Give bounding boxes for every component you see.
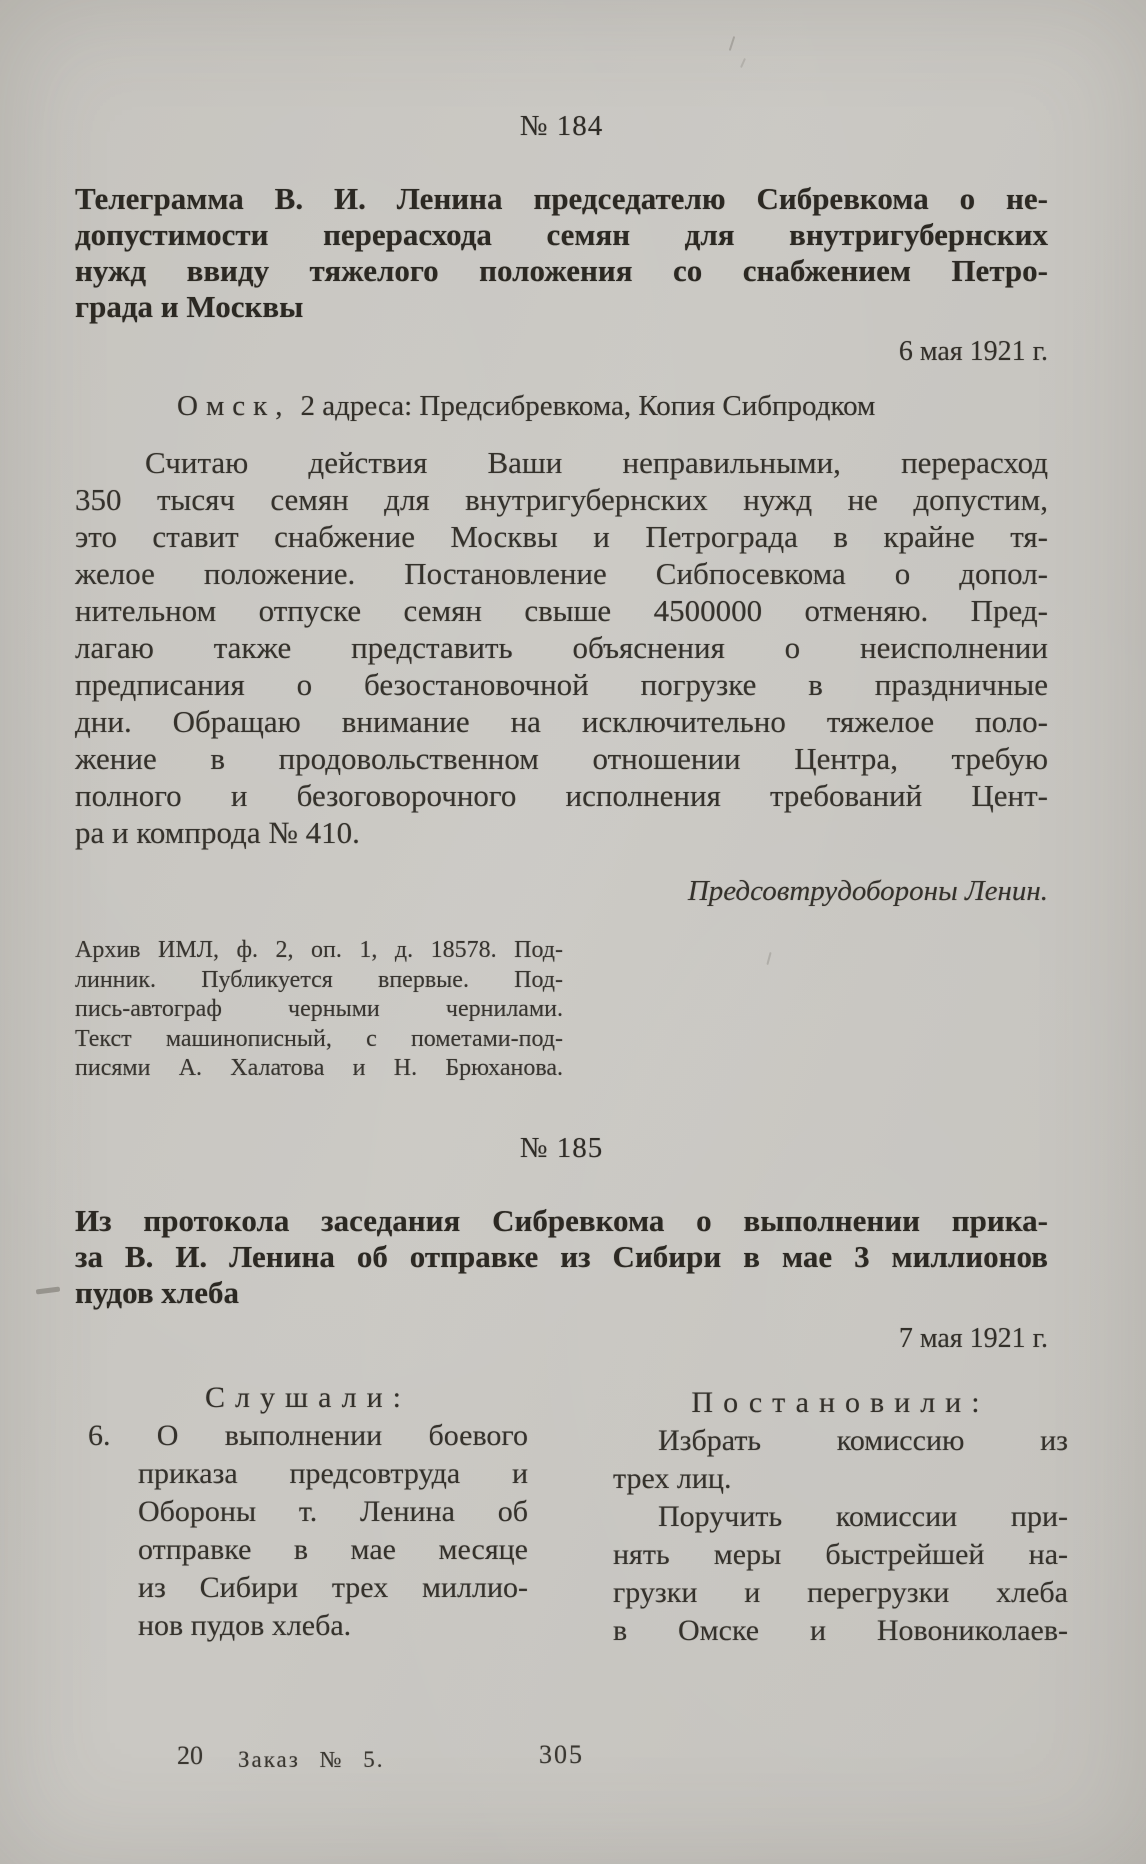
column-header-heard: Слушали: bbox=[204, 1381, 412, 1414]
order-number: Заказ № 5. bbox=[238, 1747, 385, 1772]
text-line: желое положение. Постановление Сибпосевкома о допол- bbox=[75, 556, 1048, 591]
text-line: пись-автограф черными чернилами. bbox=[75, 996, 563, 1022]
scan-artifact-tick bbox=[729, 36, 736, 51]
text-line: Текст машинописный, с пометами-под- bbox=[75, 1025, 563, 1052]
text-line: нов пудов хлеба. bbox=[138, 1609, 352, 1642]
heard-item bbox=[88, 1417, 528, 1645]
text-line: Архив ИМЛ, ф. 2, оп. 1, д. 18578. Под- bbox=[75, 937, 563, 963]
margin-pen-mark bbox=[36, 1287, 60, 1295]
document-title-184 bbox=[75, 181, 1048, 325]
document-title-185 bbox=[75, 1203, 1048, 1311]
print-run-number: 20 bbox=[177, 1741, 203, 1770]
resolved-paragraph-1 bbox=[613, 1422, 1068, 1498]
archive-note bbox=[75, 936, 563, 1084]
address-city: Омск, bbox=[177, 390, 291, 422]
text-line: пудов хлеба bbox=[75, 1275, 239, 1310]
text-line: 6. О выполнении боевого bbox=[88, 1419, 528, 1452]
text-line: лагаю также представить объяснения о неисполнении bbox=[75, 630, 1048, 665]
text-line: отправке в мае месяце bbox=[138, 1533, 528, 1566]
text-line: Из протокола заседания Сибревкома о выполнении прика- bbox=[75, 1203, 1048, 1238]
text-line: ра и компрода № 410. bbox=[75, 815, 360, 850]
address-rest: 2 адреса: Предсибревкома, Копия Сибпродком bbox=[300, 390, 876, 422]
document-number-184: № 184 bbox=[519, 110, 604, 142]
text-line: Избрать комиссию из bbox=[658, 1424, 1068, 1457]
text-line: Считаю действия Ваши неправильными, перерасход bbox=[145, 445, 1048, 480]
text-line: нять меры быстрейшей на- bbox=[613, 1538, 1068, 1571]
text-line: нительном отпуске семян свыше 4500000 отменяю. Пред- bbox=[75, 593, 1048, 628]
document-date-185: 7 мая 1921 г. bbox=[898, 1323, 1048, 1354]
column-header-resolved: Постановили: bbox=[691, 1386, 990, 1419]
page-number: 305 bbox=[539, 1740, 584, 1769]
text-line: писями А. Халатова и Н. Брюханова. bbox=[75, 1055, 563, 1081]
protocol-column-resolved bbox=[613, 1384, 1068, 1650]
text-line: допустимости перерасхода семян для внутригубернских bbox=[75, 217, 1048, 252]
text-line: линник. Публикуется впервые. Под- bbox=[75, 966, 563, 993]
text-line: Обороны т. Ленина об bbox=[138, 1495, 528, 1528]
text-line: града и Москвы bbox=[75, 289, 304, 324]
document-date-184: 6 мая 1921 г. bbox=[898, 336, 1048, 367]
scan-artifact-tick bbox=[740, 58, 746, 68]
text-line: за В. И. Ленина об отправке из Сибири в мае 3 миллионов bbox=[75, 1239, 1048, 1274]
text-line: 350 тысяч семян для внутригубернских нужд не допустим, bbox=[75, 482, 1048, 517]
text-line: полного и безоговорочного исполнения требований Цент- bbox=[75, 778, 1048, 813]
scan-artifact-tick bbox=[766, 952, 771, 965]
text-line: жение в продовольственном отношении Центра, требую bbox=[75, 741, 1048, 776]
resolved-paragraph-2 bbox=[613, 1498, 1068, 1650]
text-line: это ставит снабжение Москвы и Петрограда в крайне тя- bbox=[75, 519, 1048, 554]
document-number-185: № 185 bbox=[519, 1132, 604, 1164]
text-line: нужд ввиду тяжелого положения со снабжением Петро- bbox=[75, 253, 1048, 288]
text-line: дни. Обращаю внимание на исключительно тяжелое поло- bbox=[75, 704, 1048, 739]
text-line: Поручить комиссии при- bbox=[658, 1500, 1068, 1533]
telegram-body bbox=[75, 444, 1048, 851]
text-line: Телеграмма В. И. Ленина председателю Сибревкома о не- bbox=[75, 181, 1048, 216]
protocol-column-heard bbox=[88, 1379, 528, 1645]
signature-line: Предсовтрудобороны Ленин. bbox=[687, 875, 1048, 907]
text-line: в Омске и Новониколаев- bbox=[613, 1614, 1068, 1647]
text-line: предписания о безостановочной погрузке в праздничные bbox=[75, 667, 1048, 702]
text-line: из Сибири трех миллио- bbox=[138, 1571, 528, 1604]
text-line: грузки и перегрузки хлеба bbox=[613, 1576, 1068, 1609]
text-line: трех лиц. bbox=[613, 1462, 732, 1495]
telegram-address-line bbox=[177, 390, 875, 423]
text-line: приказа предсовтруда и bbox=[138, 1457, 528, 1490]
